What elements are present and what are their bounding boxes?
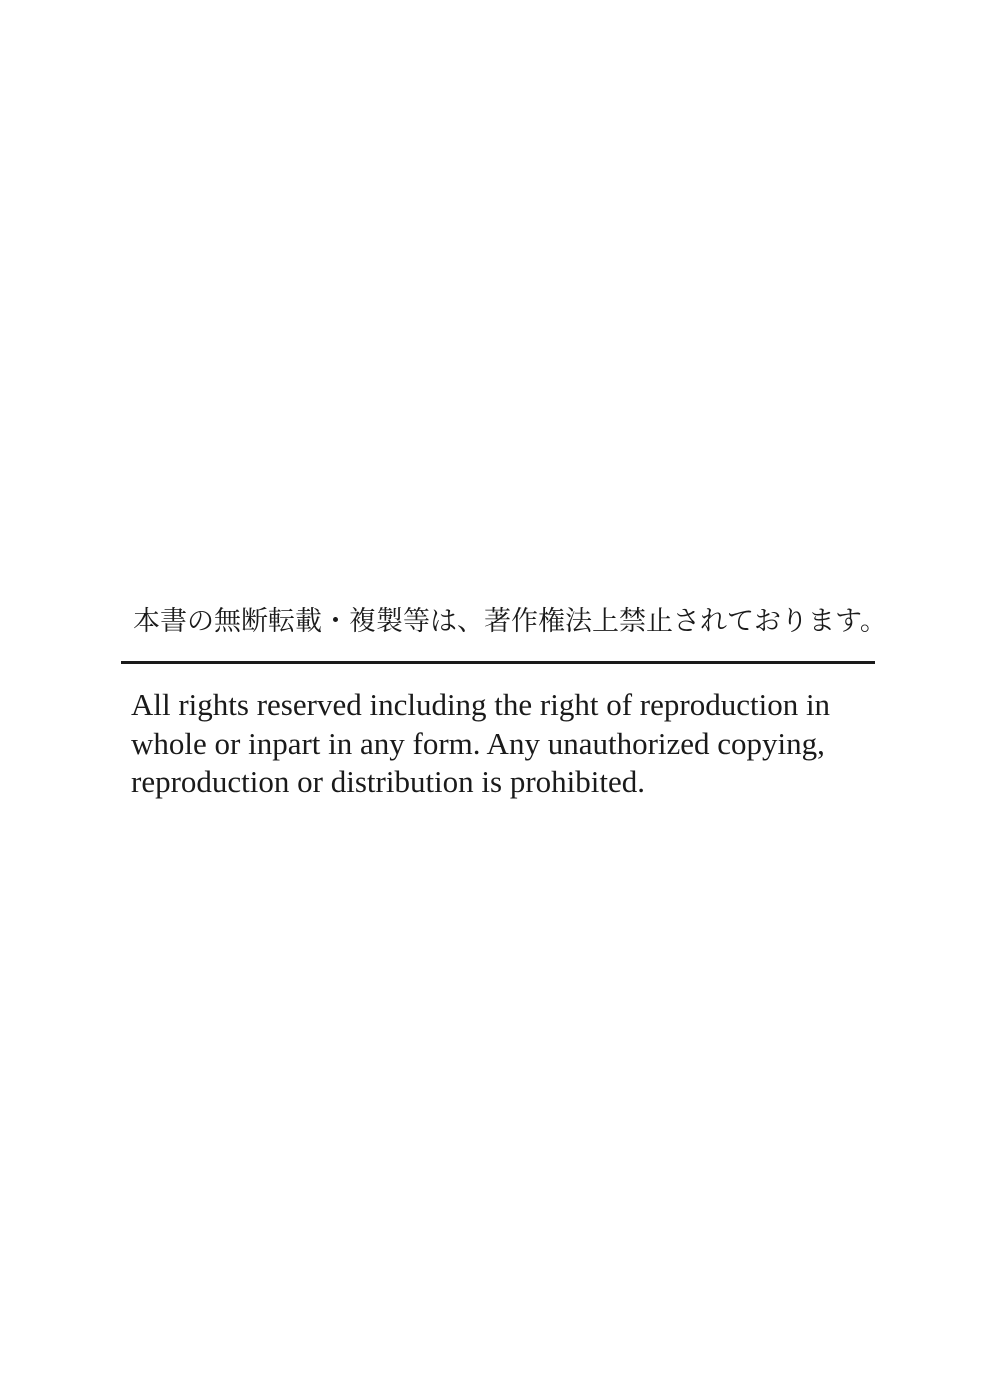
english-copyright-notice [131,686,891,802]
english-notice-line-1: All rights reserved including the right of reproduction in [131,687,831,722]
horizontal-rule [121,661,875,664]
japanese-copyright-notice: 本書の無断転載・複製等は、著作権法上禁止されております。 [133,606,887,636]
english-notice-line-2: whole or inpart in any form. Any unauthorized copying, [131,725,825,761]
english-notice-line-3: reproduction or distribution is prohibited. [131,764,646,799]
